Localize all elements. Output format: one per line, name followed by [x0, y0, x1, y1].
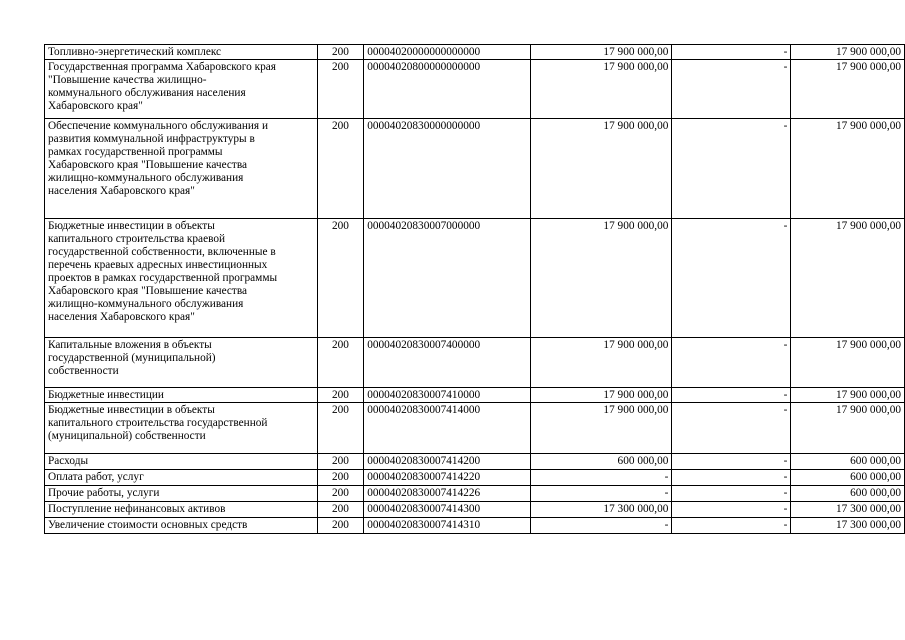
row-name: Топливно-энергетический комплекс	[48, 46, 222, 58]
row-name: Государственная программа Хабаровского края "Повышение качества жилищно- коммунального обслуживания населения Хабаровского края"	[48, 61, 276, 112]
row-code: 200	[317, 45, 364, 60]
row-code: 200	[317, 470, 364, 486]
row-plan: 17 300 000,00	[531, 502, 672, 518]
table-row	[45, 454, 905, 470]
row-name: Поступление нефинансовых активов	[48, 503, 226, 515]
row-code: 200	[317, 403, 364, 454]
row-name-cell	[45, 219, 318, 338]
row-name: Бюджетные инвестиции в объекты капитального строительства государственной (муниципальной) собственности	[48, 404, 268, 442]
row-exec: -	[672, 338, 791, 388]
row-name-cell	[45, 470, 318, 486]
row-kbk: 00004020830007414000	[364, 403, 531, 454]
row-code: 200	[317, 119, 364, 219]
table-row	[45, 219, 905, 338]
row-name-cell	[45, 454, 318, 470]
row-name-cell	[45, 45, 318, 60]
budget-report-page	[44, 44, 905, 534]
table-row	[45, 403, 905, 454]
table-row	[45, 60, 905, 119]
row-exec: -	[672, 518, 791, 534]
row-plan: -	[531, 486, 672, 502]
row-exec: -	[672, 502, 791, 518]
row-name-cell	[45, 486, 318, 502]
row-exec: -	[672, 486, 791, 502]
row-rest: 600 000,00	[791, 486, 905, 502]
row-name: Бюджетные инвестиции в объекты капитального строительства краевой государственной собственности, включенные в перечень краевых адресных инвестиционных проектов в рамках государственной программы Хабаровского края "Повышение качества жилищно-коммунального обслуживания населения Хабаровского края"	[48, 220, 278, 323]
row-code: 200	[317, 486, 364, 502]
row-code: 200	[317, 454, 364, 470]
row-code: 200	[317, 502, 364, 518]
row-kbk: 00004020830007414310	[364, 518, 531, 534]
table-row	[45, 45, 905, 60]
row-plan: 17 900 000,00	[531, 388, 672, 403]
row-exec: -	[672, 60, 791, 119]
row-name-cell	[45, 60, 318, 119]
row-name: Капитальные вложения в объекты государственной (муниципальной) собственности	[48, 339, 216, 377]
row-rest: 17 900 000,00	[791, 45, 905, 60]
row-plan: 17 900 000,00	[531, 60, 672, 119]
row-code: 200	[317, 60, 364, 119]
row-plan: 17 900 000,00	[531, 45, 672, 60]
row-exec: -	[672, 470, 791, 486]
row-kbk: 00004020830007414220	[364, 470, 531, 486]
row-code: 200	[317, 338, 364, 388]
row-kbk: 00004020830007400000	[364, 338, 531, 388]
budget-table-body	[45, 45, 905, 534]
row-plan: 17 900 000,00	[531, 338, 672, 388]
table-row	[45, 502, 905, 518]
row-kbk: 00004020830000000000	[364, 119, 531, 219]
row-rest: 600 000,00	[791, 454, 905, 470]
row-name-cell	[45, 502, 318, 518]
row-plan: -	[531, 518, 672, 534]
row-name-cell	[45, 338, 318, 388]
row-kbk: 00004020830007414226	[364, 486, 531, 502]
row-exec: -	[672, 454, 791, 470]
row-kbk: 00004020830007414300	[364, 502, 531, 518]
row-plan: 17 900 000,00	[531, 219, 672, 338]
row-code: 200	[317, 219, 364, 338]
row-name-cell	[45, 403, 318, 454]
row-name: Оплата работ, услуг	[48, 471, 144, 483]
row-exec: -	[672, 388, 791, 403]
row-exec: -	[672, 45, 791, 60]
table-row	[45, 388, 905, 403]
row-name: Прочие работы, услуги	[48, 487, 160, 499]
row-rest: 17 900 000,00	[791, 219, 905, 338]
row-exec: -	[672, 119, 791, 219]
row-plan: 17 900 000,00	[531, 119, 672, 219]
row-rest: 17 900 000,00	[791, 60, 905, 119]
budget-execution-table	[44, 44, 905, 534]
table-row	[45, 338, 905, 388]
row-exec: -	[672, 219, 791, 338]
row-kbk: 00004020800000000000	[364, 60, 531, 119]
row-plan: -	[531, 470, 672, 486]
table-row	[45, 518, 905, 534]
row-name-cell	[45, 388, 318, 403]
row-rest: 17 900 000,00	[791, 338, 905, 388]
table-row	[45, 119, 905, 219]
row-kbk: 00004020830007000000	[364, 219, 531, 338]
row-kbk: 00004020000000000000	[364, 45, 531, 60]
row-name: Увеличение стоимости основных средств	[48, 519, 248, 531]
row-rest: 17 900 000,00	[791, 388, 905, 403]
row-name: Бюджетные инвестиции	[48, 389, 164, 401]
row-code: 200	[317, 388, 364, 403]
row-rest: 17 900 000,00	[791, 119, 905, 219]
row-kbk: 00004020830007414200	[364, 454, 531, 470]
table-row	[45, 486, 905, 502]
row-plan: 600 000,00	[531, 454, 672, 470]
row-name: Расходы	[48, 455, 89, 467]
row-rest: 17 300 000,00	[791, 518, 905, 534]
row-rest: 17 900 000,00	[791, 403, 905, 454]
row-code: 200	[317, 518, 364, 534]
row-rest: 600 000,00	[791, 470, 905, 486]
table-row	[45, 470, 905, 486]
row-rest: 17 300 000,00	[791, 502, 905, 518]
row-name-cell	[45, 518, 318, 534]
row-plan: 17 900 000,00	[531, 403, 672, 454]
row-kbk: 00004020830007410000	[364, 388, 531, 403]
row-name-cell	[45, 119, 318, 219]
row-exec: -	[672, 403, 791, 454]
row-name: Обеспечение коммунального обслуживания и развития коммунальной инфраструктуры в рамках государственной программы Хабаровского края "Повышение качества жилищно-коммунального обслуживания населения Хабаровского края"	[48, 120, 268, 197]
